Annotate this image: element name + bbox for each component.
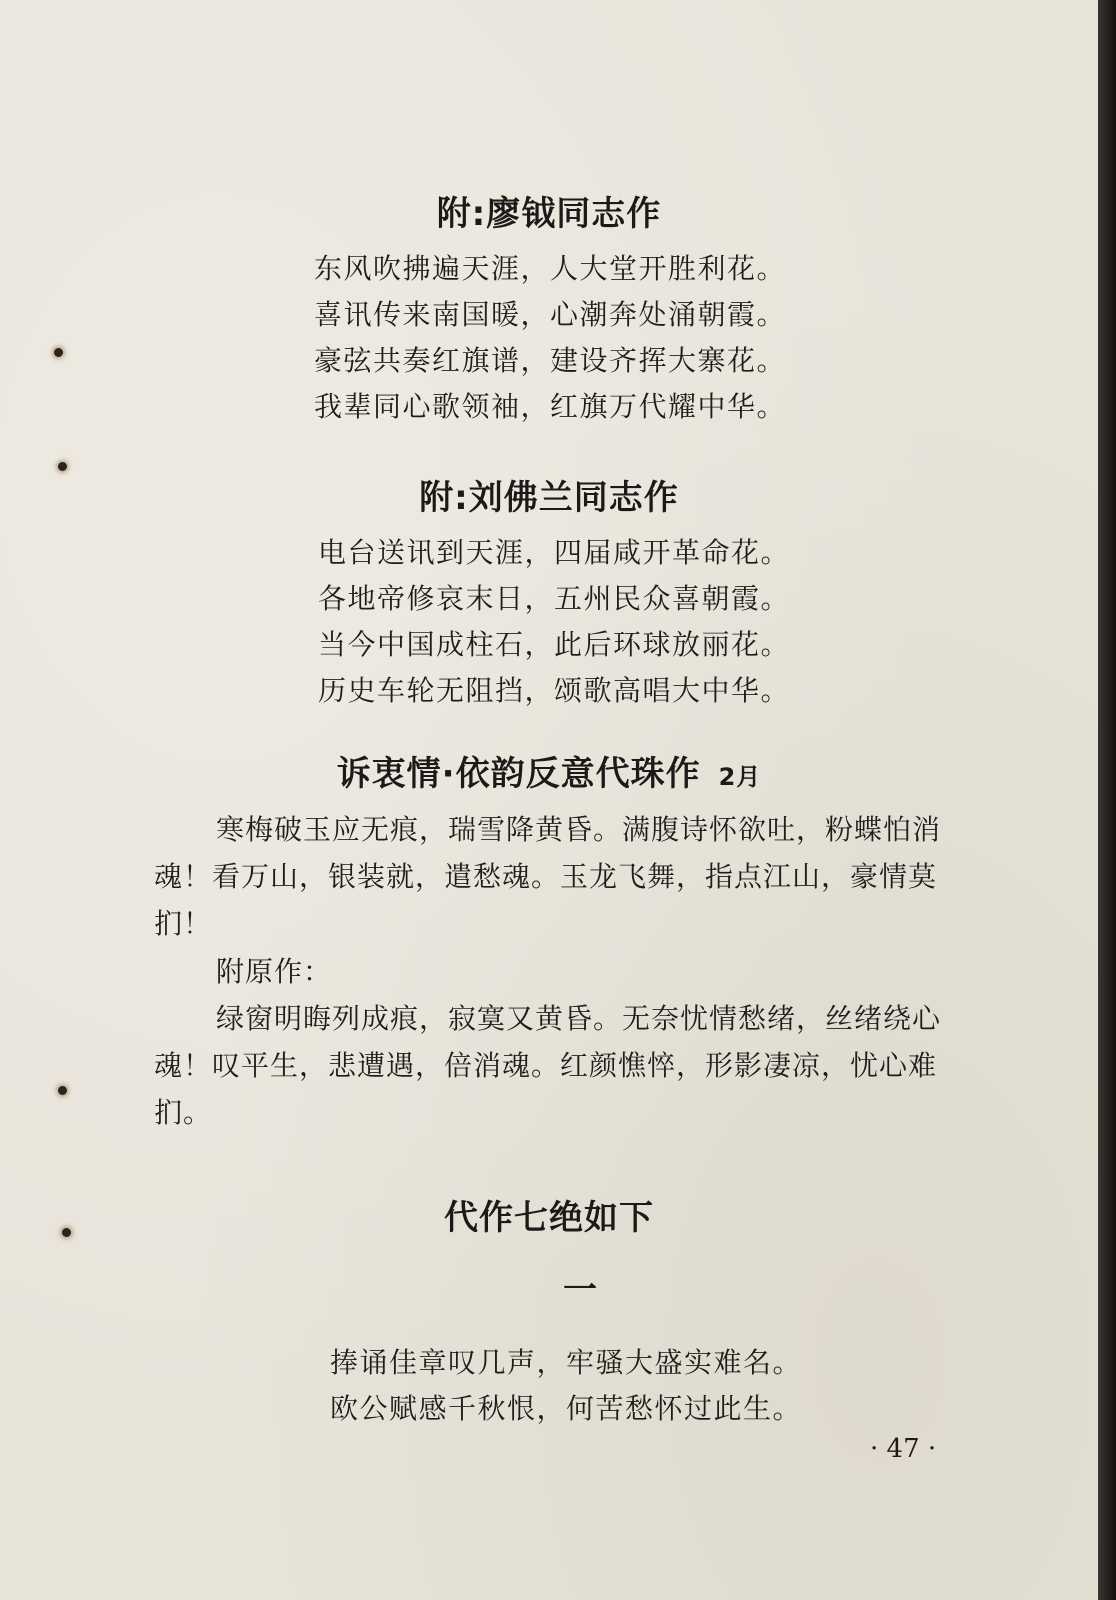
poem2-title: 附:刘佛兰同志作 <box>419 478 679 518</box>
section-title: 代作七绝如下 <box>444 1198 654 1238</box>
poem1-title: 附:廖钺同志作 <box>436 194 662 234</box>
binding-hole <box>54 348 63 357</box>
ci-line: 扪！ <box>154 907 213 940</box>
poem2-line: 各地帝修哀末日，五州民众喜朝霞。 <box>318 582 791 615</box>
ci-line: 寒梅破玉应无痕，瑞雪降黄昏。满腹诗怀欲吐，粉蝶怕消 <box>216 813 942 846</box>
poem1-line: 我辈同心歌领袖，红旗万代耀中华。 <box>314 390 787 423</box>
ci-body <box>154 806 994 947</box>
ci-title <box>0 746 1098 795</box>
scan-edge <box>1098 0 1116 1600</box>
poem1-line: 豪弦共奏红旗谱，建设齐挥大寨花。 <box>314 344 787 377</box>
original-line: 绿窗明晦列成痕，寂寞又黄昏。无奈忧情愁绪，丝绪绕心 <box>216 1002 942 1035</box>
poem1-line: 东风吹拂遍天涯，人大堂开胜利花。 <box>314 252 787 285</box>
section-line: 欧公赋感千秋恨，何苦愁怀过此生。 <box>330 1392 803 1425</box>
ci-title-text: 诉衷情·依韵反意代珠作 <box>336 754 701 794</box>
poem1-line: 喜讯传来南国暖，心潮奔处涌朝霞。 <box>314 298 787 331</box>
ci-line: 魂！看万山，银装就，遣愁魂。玉龙飞舞，指点江山，豪情莫 <box>154 860 938 893</box>
poem1-body <box>314 246 786 430</box>
page-number: · 47 · <box>870 1434 937 1464</box>
section-line: 捧诵佳章叹几声，牢骚大盛实难名。 <box>330 1346 803 1379</box>
original-line: 扪。 <box>154 1096 213 1129</box>
poem2-line: 电台送讯到天涯，四届咸开革命花。 <box>318 536 791 569</box>
section-numeral: 一 <box>563 1270 597 1310</box>
poem2-line: 当今中国成柱石，此后环球放丽花。 <box>318 628 791 661</box>
ci-date: 2月 <box>718 763 762 791</box>
poem2-line: 历史车轮无阻挡，颂歌高唱大中华。 <box>318 674 791 707</box>
binding-hole <box>58 1086 67 1095</box>
section-body <box>330 1340 802 1432</box>
poem2-body <box>318 530 790 714</box>
original-label: 附原作： <box>216 955 333 988</box>
original-line: 魂！叹平生，悲遭遇，倍消魂。红颜憔悴，形影凄凉，忧心难 <box>154 1049 938 1082</box>
original-body <box>154 948 994 1136</box>
